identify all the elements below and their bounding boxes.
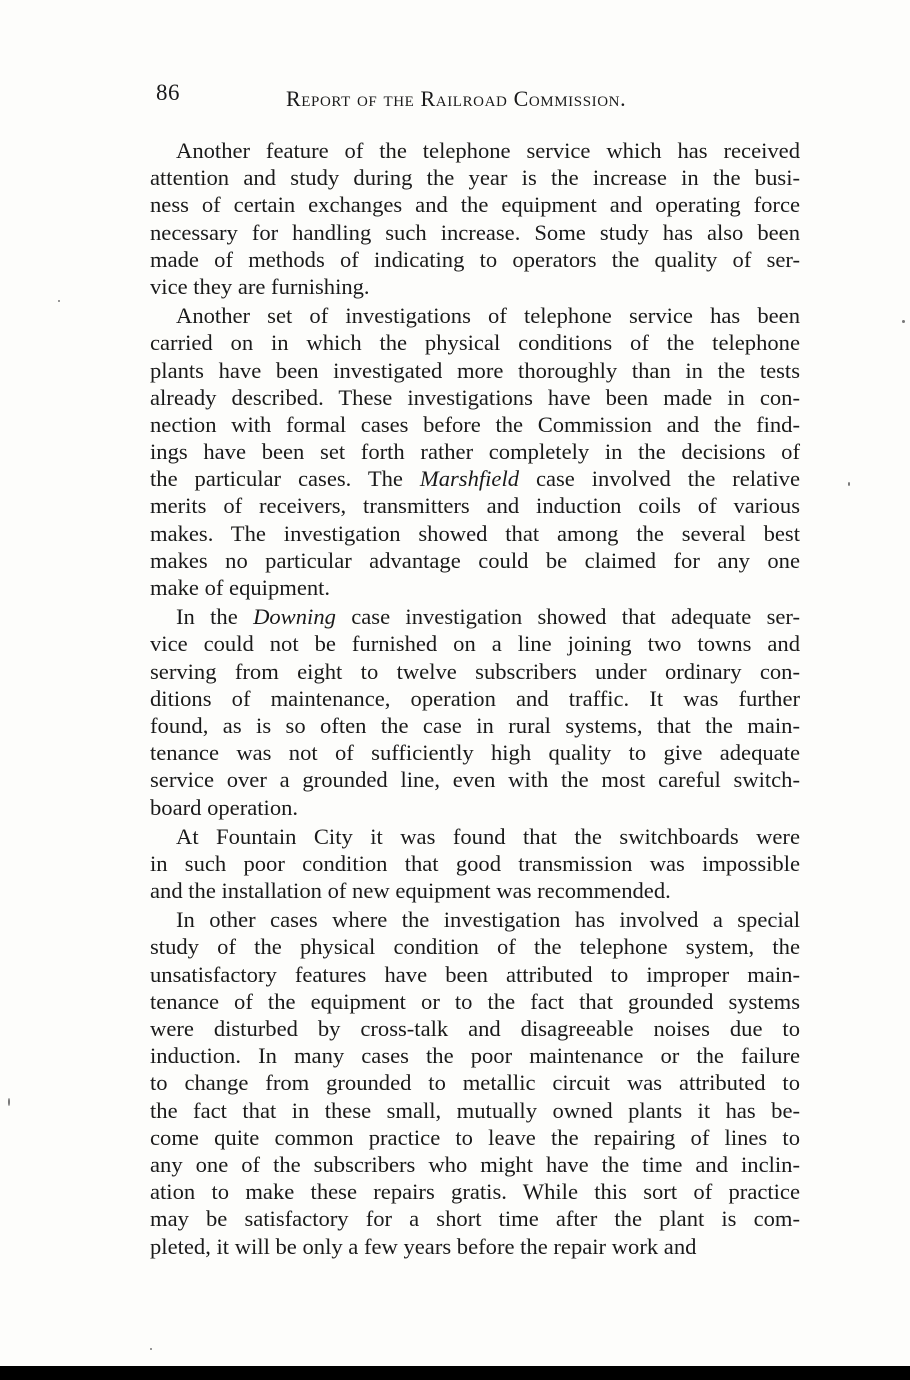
text-line [150, 384, 800, 411]
text-line [150, 1178, 800, 1205]
text-line [150, 574, 800, 601]
text-run: At Fountain City it was found that the switchboards were [176, 823, 800, 849]
text-run: in such poor condition that good transmission was impossible [150, 850, 800, 876]
text-run: come quite common practice to leave the repairing of lines to [150, 1124, 800, 1150]
text-line [150, 164, 800, 191]
text-run: Another set of investigations of telephone service has been [176, 303, 800, 329]
text-run: to change from grounded to metallic circuit was attributed to [150, 1070, 800, 1096]
text-line [150, 302, 800, 329]
text-line [150, 246, 800, 273]
text-run: tenance of the equipment or to the fact that grounded systems [150, 988, 800, 1014]
paragraph [150, 823, 800, 905]
text-line [150, 547, 800, 574]
paragraph [150, 302, 800, 601]
text-run: any one of the subscribers who might have the time and inclin- [150, 1151, 800, 1177]
text-run: makes no particular advantage could be claimed for any one [150, 547, 800, 573]
text-line [150, 739, 800, 766]
text-run: induction. In many cases the poor maintenance or the failure [150, 1043, 800, 1069]
text-run: and the installation of new equipment was recommended. [150, 878, 671, 904]
text-run: Another feature of the telephone service which has received [176, 138, 800, 163]
text-line [150, 658, 800, 685]
scan-speck [150, 1348, 152, 1350]
text-line [150, 329, 800, 356]
text-line [150, 1042, 800, 1069]
text-line [150, 1069, 800, 1096]
text-run: In other cases where the investigation has involved a special [176, 907, 800, 933]
text-line [150, 219, 800, 246]
text-run: vice could not be furnished on a line joining two towns and [150, 631, 800, 657]
text-run: plants have been investigated more thoroughly than in the tests [150, 357, 800, 383]
text-line [150, 137, 800, 164]
text-line [150, 823, 800, 850]
text-run: may be satisfactory for a short time after the plant is com- [150, 1206, 800, 1232]
case-name-italic: Downing [253, 604, 336, 630]
text-run: tenance was not of sufficiently high quality to give adequate [150, 740, 800, 766]
text-line [150, 1233, 800, 1260]
text-line [150, 357, 800, 384]
page-number: 86 [156, 80, 180, 105]
scan-edge-bar [0, 1366, 910, 1380]
case-name-italic: Marshfield [419, 466, 520, 492]
text-run: vice they are furnishing. [150, 273, 370, 299]
text-run: the particular cases. The [150, 466, 420, 492]
text-run: found, as is so often the case in rural systems, that the main- [150, 712, 800, 738]
text-line [150, 961, 800, 988]
text-line [150, 877, 800, 904]
text-line [150, 850, 800, 877]
scan-speck [8, 1098, 10, 1106]
running-head: Report of the Railroad Commission. [286, 86, 627, 111]
text-line [150, 1205, 800, 1232]
text-line [150, 630, 800, 657]
text-run: unsatisfactory features have been attributed to improper main- [150, 961, 800, 987]
text-run: ation to make these repairs gratis. While this sort of practice [150, 1179, 800, 1205]
text-run: nection with formal cases before the Commission and the find- [150, 411, 800, 437]
text-run: made of methods of indicating to operators the quality of ser- [150, 246, 800, 272]
paragraph [150, 603, 800, 821]
text-run: makes. The investigation showed that among the several best [150, 520, 800, 546]
text-run: were disturbed by cross-talk and disagreeable noises due to [150, 1016, 800, 1041]
text-line [150, 1015, 800, 1042]
text-line [150, 906, 800, 933]
text-run: study of the physical condition of the telephone system, the [150, 934, 800, 960]
text-line [150, 988, 800, 1015]
text-run: merits of receivers, transmitters and induction coils of various [150, 493, 800, 519]
text-line [150, 933, 800, 960]
text-line [150, 411, 800, 438]
text-run: attention and study during the year is the increase in the busi- [150, 165, 800, 191]
body-text [150, 137, 800, 1262]
text-line [150, 438, 800, 465]
text-run: ness of certain exchanges and the equipment and operating force [150, 192, 800, 218]
text-run: ings have been set forth rather completely in the decisions of [150, 439, 800, 465]
text-line [150, 712, 800, 739]
text-run: case involved the relative [519, 466, 800, 492]
text-line [150, 603, 800, 630]
text-line [150, 520, 800, 547]
scan-speck [902, 320, 905, 323]
text-run: board operation. [150, 794, 299, 820]
paragraph [150, 137, 800, 300]
text-run: In the [176, 604, 254, 630]
text-line [150, 465, 800, 492]
text-run: case investigation showed that adequate ser- [335, 604, 800, 630]
text-run: pleted, it will be only a few years before the repair work and [150, 1233, 697, 1259]
text-line [150, 685, 800, 712]
text-line [150, 273, 800, 300]
text-run: the fact that in these small, mutually owned plants it has be- [150, 1097, 800, 1123]
text-line [150, 1097, 800, 1124]
scan-speck [58, 300, 60, 302]
text-line [150, 766, 800, 793]
text-run: serving from eight to twelve subscribers under ordinary con- [150, 658, 800, 684]
scan-speck [848, 482, 850, 486]
text-run: carried on in which the physical conditions of the telephone [150, 330, 800, 356]
text-run: make of equipment. [150, 575, 331, 600]
text-line [150, 794, 800, 821]
text-line [150, 191, 800, 218]
text-run: ditions of maintenance, operation and traffic. It was further [150, 685, 800, 711]
text-line [150, 1124, 800, 1151]
text-line [150, 1151, 800, 1178]
text-line [150, 492, 800, 519]
paragraph [150, 906, 800, 1259]
text-run: already described. These investigations have been made in con- [150, 384, 800, 410]
text-run: necessary for handling such increase. Some study has also been [150, 219, 800, 245]
text-run: service over a grounded line, even with the most careful switch- [150, 767, 800, 793]
